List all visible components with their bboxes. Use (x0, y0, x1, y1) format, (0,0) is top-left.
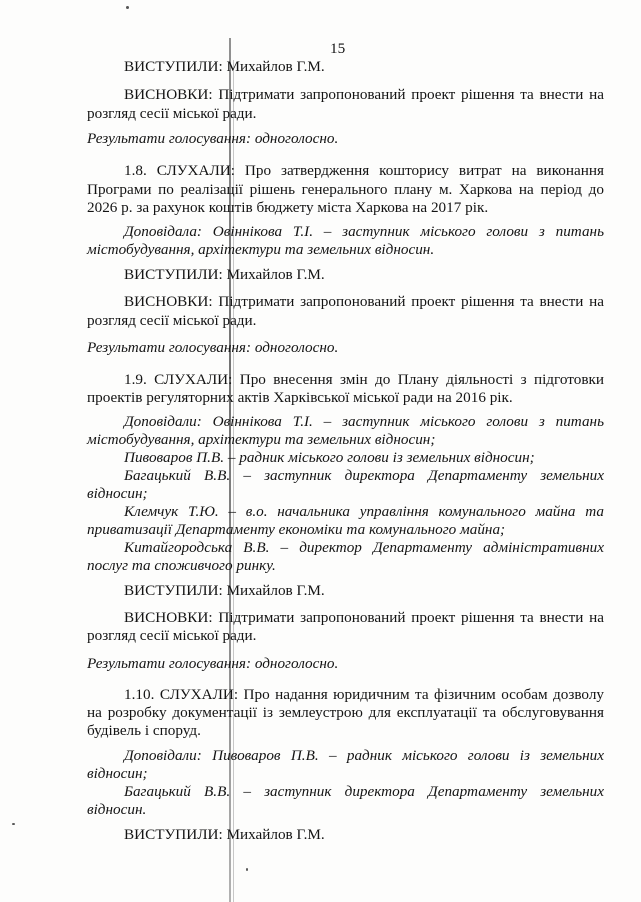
reporter-line: послуг та споживчого ринку. (87, 557, 276, 574)
vote-result: Результати голосування: одноголосно. (87, 655, 339, 672)
agenda-item-text: проектів регуляторних актів Харківської міської ради на 2016 рік. (87, 389, 513, 406)
speakers-line: ВИСТУПИЛИ: Михайлов Г.М. (124, 826, 325, 843)
reporter-line: відносин. (87, 801, 147, 818)
conclusion-line: розгляд сесії міської ради. (87, 105, 257, 122)
reporter-line: приватизації Департаменту економіки та комунального майна; (87, 521, 506, 538)
speakers-line: ВИСТУПИЛИ: Михайлов Г.М. (124, 58, 325, 75)
reporter-line: містобудування, архітектури та земельних відносин; (87, 431, 436, 448)
vote-result: Результати голосування: одноголосно. (87, 339, 339, 356)
reporter-line: Доповідали: Пивоваров П.В. – радник міського голови із земельних (124, 747, 604, 764)
scan-speck (126, 6, 129, 9)
speakers-line: ВИСТУПИЛИ: Михайлов Г.М. (124, 582, 325, 599)
conclusion-line: розгляд сесії міської ради. (87, 312, 257, 329)
page-number: 15 (330, 40, 346, 57)
speakers-line: ВИСТУПИЛИ: Михайлов Г.М. (124, 266, 325, 283)
agenda-item-heading: 1.9. СЛУХАЛИ: Про внесення змін до Плану діяльності з підготовки (124, 371, 604, 388)
reporter-line: Пивоваров П.В. – радник міського голови із земельних відносин; (124, 449, 535, 466)
reporter-line: містобудування, архітектури та земельних відносин. (87, 241, 435, 258)
conclusion-line: ВИСНОВКИ: Підтримати запропонований проект рішення та внести на (124, 609, 604, 626)
agenda-item-text: на розробку документації із землеустрою для експлуатації та обслуговування (87, 704, 604, 721)
agenda-item-heading: 1.10. СЛУХАЛИ: Про надання юридичним та фізичним особам дозволу (124, 686, 604, 703)
agenda-item-text: Програми по реалізації рішень генерального плану м. Харкова на період до (87, 181, 604, 198)
reporter-line: відносин; (87, 485, 148, 502)
conclusion-line: розгляд сесії міської ради. (87, 627, 257, 644)
scan-speck (12, 823, 15, 825)
reporter-line: Багацький В.В. – заступник директора Департаменту земельних (124, 783, 604, 800)
agenda-item-text: будівель і споруд. (87, 722, 201, 739)
reporter-line: Клемчук Т.Ю. – в.о. начальника управління комунального майна та (124, 503, 604, 520)
reporter-line: відносин; (87, 765, 148, 782)
reporter-line: Китайгородська В.В. – директор Департаменту адміністративних (124, 539, 604, 556)
reporter-line: Багацький В.В. – заступник директора Департаменту земельних (124, 467, 604, 484)
conclusion-line: ВИСНОВКИ: Підтримати запропонований проект рішення та внести на (124, 86, 604, 103)
reporter-line: Доповідали: Овіннікова Т.І. – заступник міського голови з питань (124, 413, 604, 430)
conclusion-line: ВИСНОВКИ: Підтримати запропонований проект рішення та внести на (124, 293, 604, 310)
reporter-line: Доповідала: Овіннікова Т.І. – заступник міського голови з питань (124, 223, 604, 240)
vote-result: Результати голосування: одноголосно. (87, 130, 339, 147)
agenda-item-text: 2026 р. за рахунок коштів бюджету міста Харкова на 2017 рік. (87, 199, 489, 216)
scan-speck (246, 868, 248, 871)
agenda-item-heading: 1.8. СЛУХАЛИ: Про затвердження кошторису витрат на виконання (124, 162, 604, 179)
